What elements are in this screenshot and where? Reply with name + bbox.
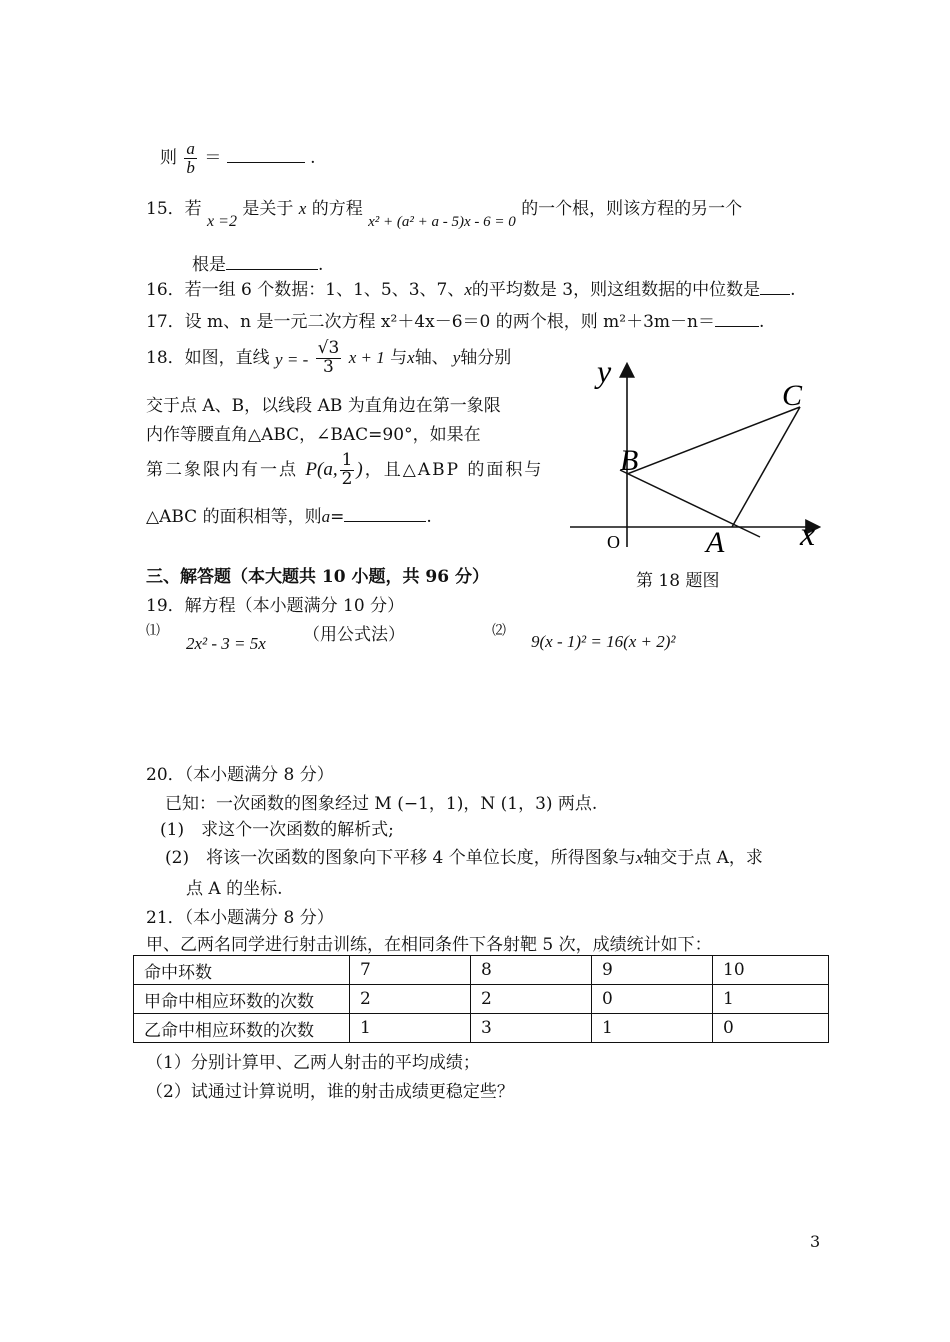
table-cell: 2 [350, 985, 471, 1014]
label-x: x [800, 516, 816, 553]
question-18-line3: 内作等腰直角△ABC，∠BAC=90°，如果在 [146, 425, 481, 445]
section-title: 三、解答题（本大题共 10 小题，共 96 分） [146, 567, 489, 587]
table-row [134, 985, 829, 1014]
label-y: y [597, 355, 612, 389]
table-cell: 10 [713, 956, 829, 985]
answer-blank-18[interactable] [344, 504, 426, 522]
label-b: B [620, 444, 639, 477]
question-19-title: 19．解方程（本小题满分 10 分） [146, 596, 405, 616]
q20-part1: (1) 求这个一次函数的解析式; [160, 820, 394, 840]
question-18-line1: 18．如图，直线 y = - $\frac{√3}{3}$ x + 1 与x轴、 y轴分别 [146, 338, 512, 377]
q19-part1-note: （用公式法） [303, 625, 405, 645]
table-row [134, 956, 829, 985]
table-cell: 1 [350, 1014, 471, 1043]
figure-18 [560, 355, 830, 555]
label-origin: O [607, 532, 620, 552]
table-cell: 0 [592, 985, 713, 1014]
q20-part2-line2: 点 A 的坐标. [186, 879, 283, 899]
question-18-line2: 交于点 A、B，以线段 AB 为直角边在第一象限 [146, 396, 501, 416]
answer-blank-14[interactable] [227, 145, 305, 163]
question-15-line2: 根是 . [192, 250, 323, 275]
segment-ca [732, 407, 800, 527]
table-cell: 2 [471, 985, 592, 1014]
table-cell: 0 [713, 1014, 829, 1043]
page-number: 3 [810, 1232, 821, 1251]
table-cell: 1 [592, 1014, 713, 1043]
question-20-title: 20．（本小题满分 8 分） [146, 765, 334, 785]
q14-tail: 则 $\frac{a}{b}$ ＝ . [160, 139, 316, 177]
figure-caption: 第 18 题图 [636, 571, 720, 591]
q20-given: 已知：一次函数的图象经过 M (−1，1)，N (1，3) 两点. [165, 794, 598, 814]
q19-part1-equation: 2x² - 3 = 5x [186, 634, 266, 653]
q19-part2-equation: 9(x - 1)² = 16(x + 2)² [531, 632, 676, 651]
answer-blank-17[interactable] [715, 309, 759, 327]
table-cell: 9 [592, 956, 713, 985]
label-c: C [782, 379, 803, 412]
q19-part2-label: ⑵ [492, 623, 506, 639]
fraction-sqrt3-over-3: $\frac{√3}{3}$ [317, 338, 340, 377]
fraction-a-over-b: $\frac{a}{b}$ [186, 139, 195, 177]
answer-blank-15[interactable] [226, 252, 318, 270]
question-18-line4: 第二象限内有一点 P(a, $\frac{1}{2}$ )，且△ABP 的面积与 [146, 450, 544, 489]
score-table [133, 955, 829, 1043]
question-17: 17．设 m、n 是一元二次方程 x²＋4x－6＝0 的两个根，则 m²＋3m－n＝ . [146, 307, 764, 332]
q19-part1-label: ⑴ [146, 623, 160, 639]
fraction-one-half: $\frac{1}{2}$ [341, 450, 353, 489]
table-cell: 甲命中相应环数的次数 [134, 985, 350, 1014]
table-cell: 7 [350, 956, 471, 985]
label-a: A [706, 526, 725, 555]
table-cell: 3 [471, 1014, 592, 1043]
question-18-line5: △ABC 的面积相等，则a= . [146, 502, 432, 527]
question-15: 15．若 x =2 是关于 x 的方程 x² + (a² + a - 5)x - 6 = 0 的一个根，则该方程的另一个 [146, 199, 743, 230]
question-16: 16．若一组 6 个数据：1、1、5、3、7、x的平均数是 3，则这组数据的中位数是 . [146, 275, 796, 300]
q20-part2: (2) 将该一次函数的图象向下平移 4 个单位长度，所得图象与x轴交于点 A，求 [165, 848, 763, 868]
table-cell: 1 [713, 985, 829, 1014]
question-21-title: 21．（本小题满分 8 分） [146, 908, 334, 928]
table-cell: 乙命中相应环数的次数 [134, 1014, 350, 1043]
q21-intro: 甲、乙两名同学进行射击训练，在相同条件下各射靶 5 次，成绩统计如下： [146, 935, 712, 955]
table-cell: 命中环数 [134, 956, 350, 985]
table-cell: 8 [471, 956, 592, 985]
segment-bc [627, 407, 800, 474]
table-row [134, 1014, 829, 1043]
q21-part1: （1）分别计算甲、乙两人射击的平均成绩； [146, 1053, 480, 1073]
answer-blank-16[interactable] [760, 277, 790, 295]
q21-part2: （2）试通过计算说明，谁的射击成绩更稳定些？ [146, 1082, 514, 1102]
